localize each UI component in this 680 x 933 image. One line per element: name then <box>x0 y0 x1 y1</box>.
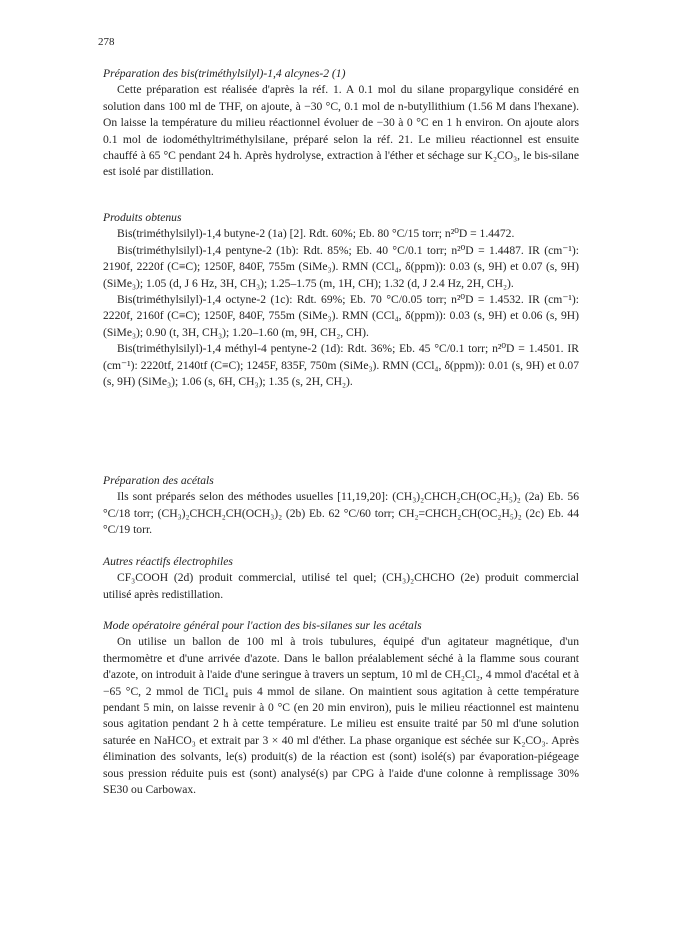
paragraph-1b: Bis(triméthylsilyl)-1,4 pentyne-2 (1b): Rdt. 85%; Eb. 40 °C/0.1 torr; n²⁰D = 1.4487. IR (cm⁻¹): 2190f, 2220f (C≡C); 1250F, 840F, 755m (SiMe₃). RMN (CCl₄, δ(ppm)): 0.03 (s, 9H) et 0.07 (s, 9H) (SiMe₃); 1.05 (d, J 6 Hz, 3H, CH₃); 1.25–1.75 (m, 1H, CH); 1.32 (d, J 2.4 Hz, 2H, CH₂). <box>103 243 579 290</box>
paragraph: Ils sont préparés selon des méthodes usuelles [11,19,20]: (CH₃)₂CHCH₂CH(OC₂H₅)₂ (2a) Eb. 56 °C/18 torr; (CH₃)₂CHCH₂CH(OCH₃)₂ (2b) Eb. 62 °C/60 torr; CH₂=CHCH₂CH(OC₂H₅)₂ (2c) Eb. 44 °C/19 torr. <box>103 490 579 537</box>
paragraph-1c: Bis(triméthylsilyl)-1,4 octyne-2 (1c): Rdt. 69%; Eb. 70 °C/0.05 torr; n²⁰D = 1.4532. IR (cm⁻¹): 2220f, 2160f (C≡C); 1250F, 840F, 755m (SiMe₃). RMN (CCl₄, δ(ppm)): 0.03 (s, 9H) et 0.06 (s, 9H) (SiMe₃); 0.90 (t, 3H, CH₃); 1.20–1.60 (m, 9H, CH₂, CH). <box>103 293 579 339</box>
paragraph: On utilise un ballon de 100 ml à trois tubulures, équipé d'un agitateur magnétique, d'un thermomètre et d'une arrivée d'azote. Dans le ballon préalablement séché à la flamme sous courant d'azote, on introduit à l'aide d'une seringue à travers un septum, 10 ml de CH₂Cl₂, 4 mmol d'acétal et à −65 °C, 2 mmol de TiCl₄ puis 4 mmol de silane. On maintient sous agitation à cette température pendant 5 min, on laisse revenir à 0 °C (en 20 min environ), puis le milieu réactionnel est maintenu sous agitation pendant 2 h à cette température. Le milieu est ensuite traité par 50 ml d'une solution saturée en NaHCO₃ et extrait par 3 × 40 ml d'éther. La phase organique est séchée sur K₂CO₃. Après élimination des solvants, le(s) produit(s) de la réaction est (sont) isolé(s) par évaporation-piégeage sous pression réduite puis est (sont) analysé(s) par CPG à l'aide d'une colonne à remplissage 30% SE30 ou Carbowax. <box>103 635 579 797</box>
page-number: 278 <box>98 36 115 48</box>
paragraph-1d: Bis(triméthylsilyl)-1,4 méthyl-4 pentyne-2 (1d): Rdt. 36%; Eb. 45 °C/0.1 torr; n²⁰D = 1.4501. IR (cm⁻¹): 2220tf, 2140tf (C≡C); 1245F, 835F, 750m (SiMe₃). RMN (CCl₄, δ(ppm)): 0.01 (s, 9H) et 0.07 (s, 9H) (SiMe₃); 1.06 (s, 6H, CH₃); 1.35 (s, 2H, CH₂). <box>103 342 579 389</box>
section-preparation-bis-silanes <box>103 66 579 181</box>
section-heading: Préparation des acétals <box>103 474 214 487</box>
section-mode-operatoire <box>103 618 579 798</box>
section-preparation-acetals <box>103 473 579 539</box>
section-heading: Produits obtenus <box>103 211 182 224</box>
section-produits-obtenus <box>103 210 579 390</box>
section-heading: Mode opératoire général pour l'action des bis-silanes sur les acétals <box>103 619 422 632</box>
section-heading: Autres réactifs électrophiles <box>103 555 233 568</box>
paragraph: Cette préparation est réalisée d'après la réf. 1. A 0.1 mol du silane propargylique considéré en solution dans 100 ml de THF, on ajoute, à −30 °C, 0.1 mol de n-butyllithium (1.56 M dans l'hexane). On laisse la température du milieu réactionnel évoluer de −30 à 0 °C en 1 h environ. On ajoute alors 0.1 mol de iodométhyltriméthylsilane, préparé selon la réf. 21. Le milieu réactionnel est ensuite chauffé à 65 °C pendant 24 h. Après hydrolyse, extraction à l'éther et séchage sur K₂CO₃, le bis-silane est isolé par distillation. <box>103 83 579 179</box>
paragraph: CF₃COOH (2d) produit commercial, utilisé tel quel; (CH₃)₂CHCHO (2e) produit commercial utilisé après redistillation. <box>103 571 579 601</box>
section-autres-reactifs <box>103 554 579 603</box>
paragraph-1a: Bis(triméthylsilyl)-1,4 butyne-2 (1a) [2]. Rdt. 60%; Eb. 80 °C/15 torr; n²⁰D = 1.4472. <box>117 227 515 241</box>
section-heading: Préparation des bis(triméthylsilyl)-1,4 alcynes-2 (1) <box>103 67 346 80</box>
